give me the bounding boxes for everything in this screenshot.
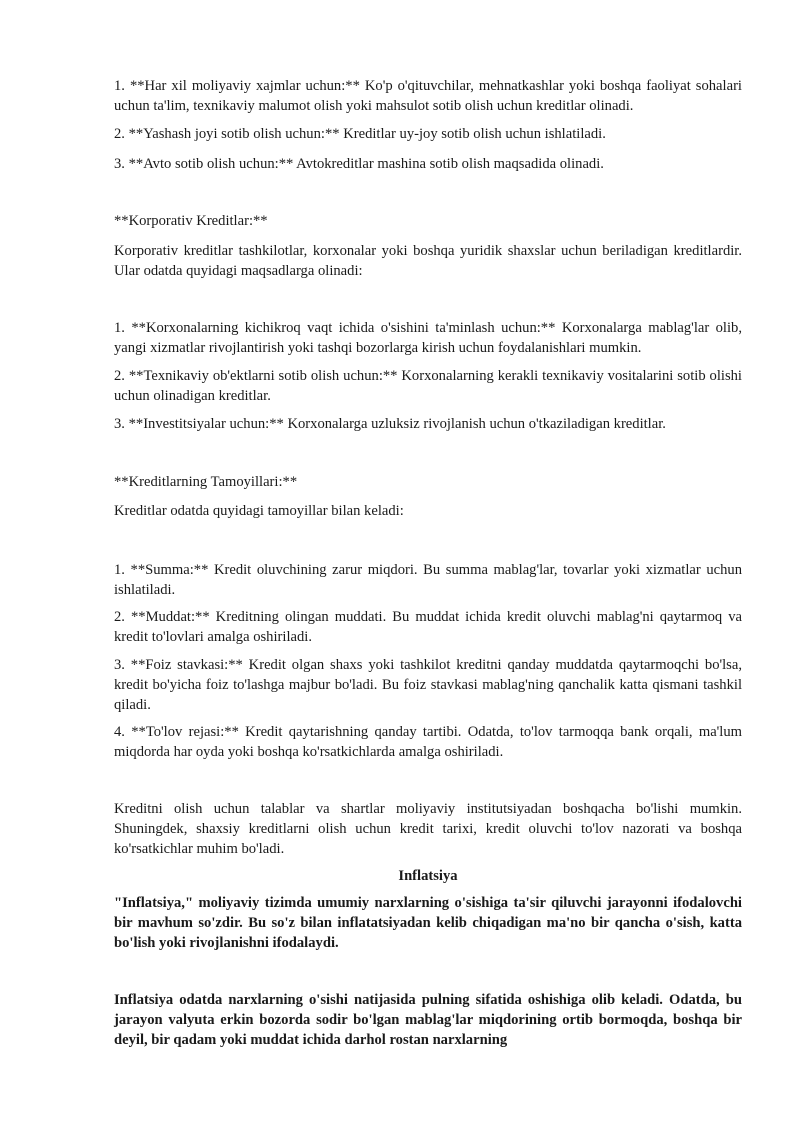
section-heading-corporate: **Korporativ Kreditlar:**: [114, 213, 268, 229]
list-item: 3. **Investitsiyalar uchun:** Korxonalarga uzluksiz rivojlanish uchun o'tkaziladigan kreditlar.: [114, 416, 666, 432]
paragraph: Kreditlar odatda quyidagi tamoyillar bilan keladi:: [114, 503, 404, 519]
list-item: 1. **Summa:** Kredit oluvchining zarur miqdori. Bu summa mablag'lar, tovarlar yoki xizmatlar uchun ishlatiladi.: [114, 562, 742, 598]
section-heading-inflation: Inflatsiya: [398, 868, 458, 884]
list-item: 1. **Korxonalarning kichikroq vaqt ichida o'sishini ta'minlash uchun:** Korxonalarga mablag'lar olib, yangi xizmatlar rivojlantirish yoki tashqi bozorlarga kirish uchun foydalanishlari mumkin.: [114, 320, 742, 356]
paragraph: Inflatsiya odatda narxlarning o'sishi natijasida pulning sifatida oshishiga olib keladi. Odatda, bu jarayon valyuta erkin bozorda sodir bo'lgan mablag'lar miqdorining ortib bormoqda, boshqa bir deyil, bir qadam yoki muddat ichida darhol rostan narxlarning: [114, 992, 742, 1048]
list-item: 2. **Yashash joyi sotib olish uchun:** Kreditlar uy-joy sotib olish uchun ishlatiladi.: [114, 126, 606, 142]
list-item: 4. **To'lov rejasi:** Kredit qaytarishning qanday tartibi. Odatda, to'lov tarmoqqa bank orqali, ma'lum miqdorda har oyda yoki boshqa ko'rsatkichlarda amalga oshiriladi.: [114, 724, 742, 760]
section-heading-principles: **Kreditlarning Tamoyillari:**: [114, 474, 298, 490]
list-item: 3. **Foiz stavkasi:** Kredit olgan shaxs yoki tashkilot kreditni qanday muddatda qaytarmoqchi bo'lsa, kredit bo'yicha foiz to'lashga majbur bo'ladi. Bu foiz stavkasi mablag'ning qanchalik katta qismani tashkil qiladi.: [114, 657, 742, 713]
paragraph: Korporativ kreditlar tashkilotlar, korxonalar yoki boshqa yuridik shaxslar uchun beriladigan kreditlardir. Ular odatda quyidagi maqsadlarga olinadi:: [114, 243, 742, 279]
paragraph: Kreditni olish uchun talablar va shartlar moliyaviy institutsiyadan boshqacha bo'lishi mumkin. Shuningdek, shaxsiy kreditlarni olish uchun kredit tarixi, kredit oluvchi to'lov nazorati va boshqa ko'rsatkichlar muhim bo'ladi.: [114, 801, 742, 857]
list-item: 1. **Har xil moliyaviy xajmlar uchun:** Ko'p o'qituvchilar, mehnatkashlar yoki boshqa faoliyat sohalari uchun ta'lim, texnikaviy malumot olish yoki mahsulot sotib olish uchun kreditlar olinadi.: [114, 78, 742, 114]
list-item: 3. **Avto sotib olish uchun:** Avtokreditlar mashina sotib olish maqsadida olinadi.: [114, 156, 604, 172]
list-item: 2. **Texnikaviy ob'ektlarni sotib olish uchun:** Korxonalarning kerakli texnikaviy vositalarini sotib olishi uchun olinadigan kreditlar.: [114, 368, 742, 404]
paragraph: "Inflatsiya," moliyaviy tizimda umumiy narxlarning o'sishiga ta'sir qiluvchi jarayonni ifodalovchi bir mavhum so'zdir. Bu so'z bilan inflatatsiyadan kelib chiqadigan ma'no bir qancha o'sish, katta bo'lish yoki rivojlanishni ifodalaydi.: [114, 895, 742, 951]
list-item: 2. **Muddat:** Kreditning olingan muddati. Bu muddat ichida kredit oluvchi mablag'ni qaytarmoq va kredit to'lovlari amalga oshiriladi.: [114, 609, 742, 645]
